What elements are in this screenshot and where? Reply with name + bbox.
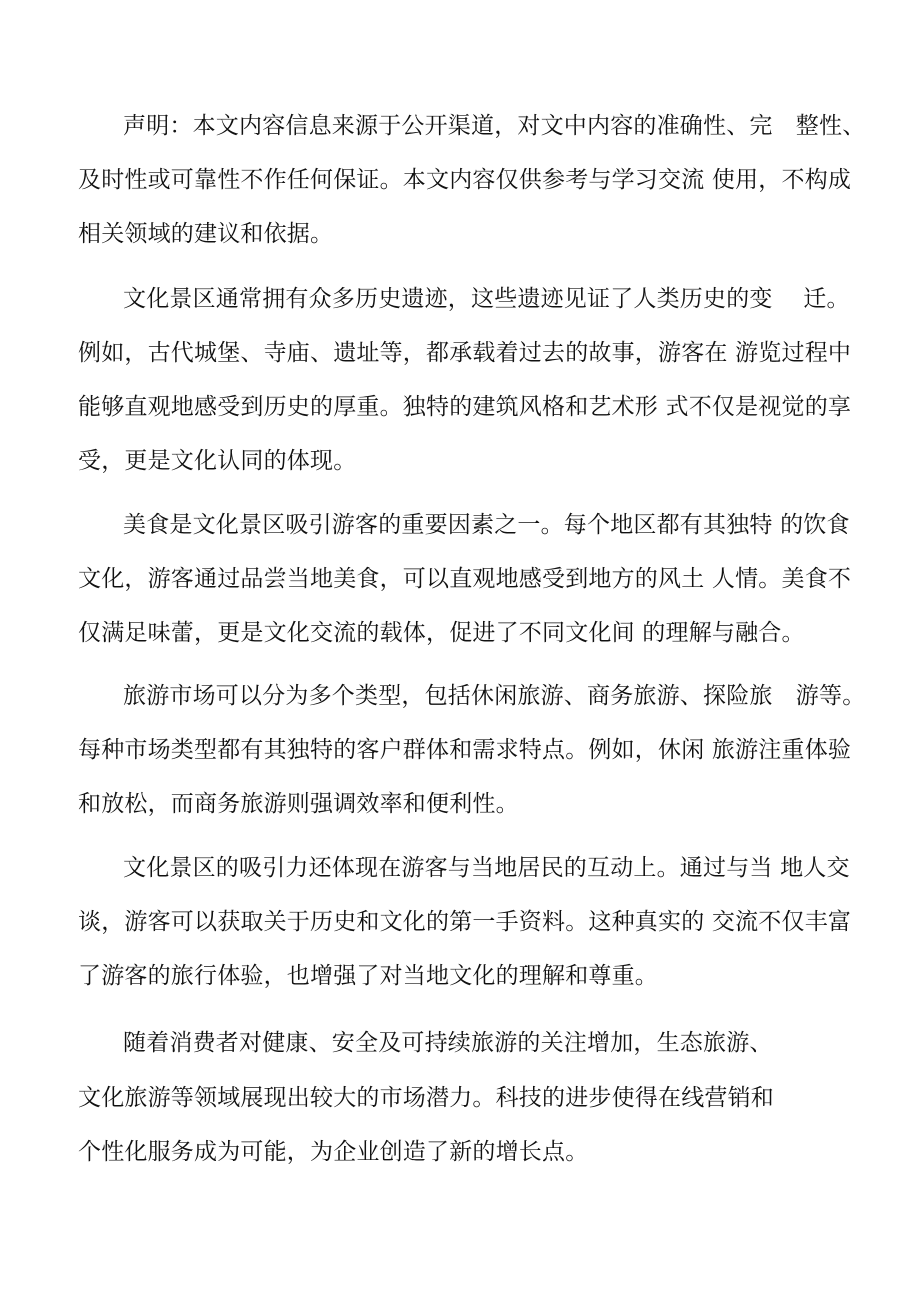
paragraph-3-line-2: 文化，游客通过品尝当地美食，可以直观地感受到地方的风土 人情。美食不 <box>78 566 852 592</box>
paragraph-2-line-4: 受，更是文化认同的体现。 <box>78 448 357 474</box>
paragraph-2-line-1: 文化景区通常拥有众多历史遗迹，这些遗迹见证了人类历史的变 迁。 <box>123 286 850 312</box>
paragraph-6-line-2: 文化旅游等领域展现出较大的市场潜力。科技的进步使得在线营销和 <box>78 1085 774 1111</box>
paragraph-2-line-2: 例如，古代城堡、寺庙、遗址等，都承载着过去的故事，游客在 游览过程中 <box>78 340 852 366</box>
paragraph-6-line-1: 随着消费者对健康、安全及可持续旅游的关注增加，生态旅游、 <box>123 1030 773 1056</box>
paragraph-5-line-1: 文化景区的吸引力还体现在游客与当地居民的互动上。通过与当 地人交 <box>123 855 850 881</box>
paragraph-6-line-3: 个性化服务成为可能，为企业创造了新的增长点。 <box>78 1139 589 1165</box>
disclaimer-line-3: 相关领域的建议和依据。 <box>78 221 334 247</box>
paragraph-5-line-3: 了游客的旅行体验，也增强了对当地文化的理解和尊重。 <box>78 963 658 989</box>
disclaimer-line-2: 及时性或可靠性不作任何保证。本文内容仅供参考与学习交流 使用，不构成 <box>78 167 852 193</box>
paragraph-5-line-2: 谈，游客可以获取关于历史和文化的第一手资料。这种真实的 交流不仅丰富 <box>78 909 852 935</box>
paragraph-2-line-3: 能够直观地感受到历史的厚重。独特的建筑风格和艺术形 式不仅是视觉的享 <box>78 394 852 420</box>
disclaimer-line-1: 声明：本文内容信息来源于公开渠道，对文中内容的准确性、完 整性、 <box>123 113 866 139</box>
paragraph-3-line-3: 仅满足味蕾，更是文化交流的载体，促进了不同文化间 的理解与融合。 <box>78 620 805 646</box>
paragraph-3-line-1: 美食是文化景区吸引游客的重要因素之一。每个地区都有其独特 的饮食 <box>123 512 850 538</box>
paragraph-4-line-3: 和放松，而商务旅游则强调效率和便利性。 <box>78 791 519 817</box>
paragraph-4-line-2: 每种市场类型都有其独特的客户群体和需求特点。例如，休闲 旅游注重体验 <box>78 737 852 763</box>
paragraph-4-line-1: 旅游市场可以分为多个类型，包括休闲旅游、商务旅游、探险旅 游等。 <box>123 683 866 709</box>
